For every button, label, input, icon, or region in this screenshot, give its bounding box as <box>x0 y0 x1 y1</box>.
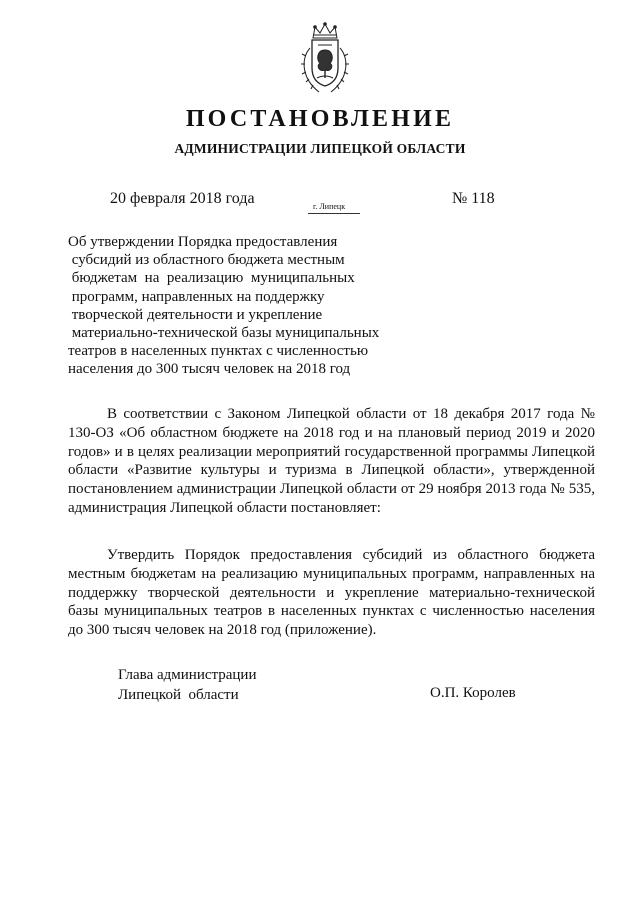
subject-line: субсидий из областного бюджета местным <box>68 252 345 269</box>
city-underline <box>308 213 360 214</box>
signatory-title-line: Липецкой области <box>118 687 239 703</box>
signatory-title <box>118 665 256 705</box>
subject-line: бюджетам на реализацию муниципальных <box>68 270 355 287</box>
coat-of-arms-icon <box>297 22 353 96</box>
signatory-name: О.П. Королев <box>430 685 516 701</box>
subject-line: театров в населенных пунктах с численностью <box>68 343 369 360</box>
subject-line: Об утверждении Порядка предоставления <box>68 234 338 250</box>
document-date: 20 февраля 2018 года <box>110 190 255 207</box>
document-number: № 118 <box>452 190 495 207</box>
subject-line: программ, направленных на поддержку <box>68 288 325 305</box>
issuer-name: АДМИНИСТРАЦИИ ЛИПЕЦКОЙ ОБЛАСТИ <box>174 141 466 156</box>
signatory-title-line: Глава администрации <box>118 667 257 683</box>
subject-line: творческой деятельности и укрепление <box>68 306 323 323</box>
document-city: г. Липецк <box>313 202 346 211</box>
decree-paragraph: Утвердить Порядок предоставления субсидий из областного бюджета местным бюджетам на реализацию муниципальных программ, направленных на поддержку творческой деятельности и укрепление материально-технической базы муниципальных театров в населенных пунктах с численностью населения до 300 тысяч человек на 2018 год (приложение). <box>68 547 595 639</box>
preamble-paragraph: В соответствии с Законом Липецкой области от 18 декабря 2017 года № 130-ОЗ «Об областном бюджете на 2018 год и на плановый период 2019 и 2020 годов» и в целях реализации мероприятий государственной программы Липецкой области «Развитие культуры и туризма в Липецкой области», утвержденной постановлением администрации Липецкой области от 29 ноября 2013 года № 535, администрация Липецкой области постановляет: <box>68 406 595 516</box>
subject-line: населения до 300 тысяч человек на 2018 год <box>68 361 351 378</box>
subject-line: материально-технической базы муниципальных <box>68 325 380 342</box>
document-subject <box>68 233 379 379</box>
document-title: ПОСТАНОВЛЕНИЕ <box>185 106 455 132</box>
